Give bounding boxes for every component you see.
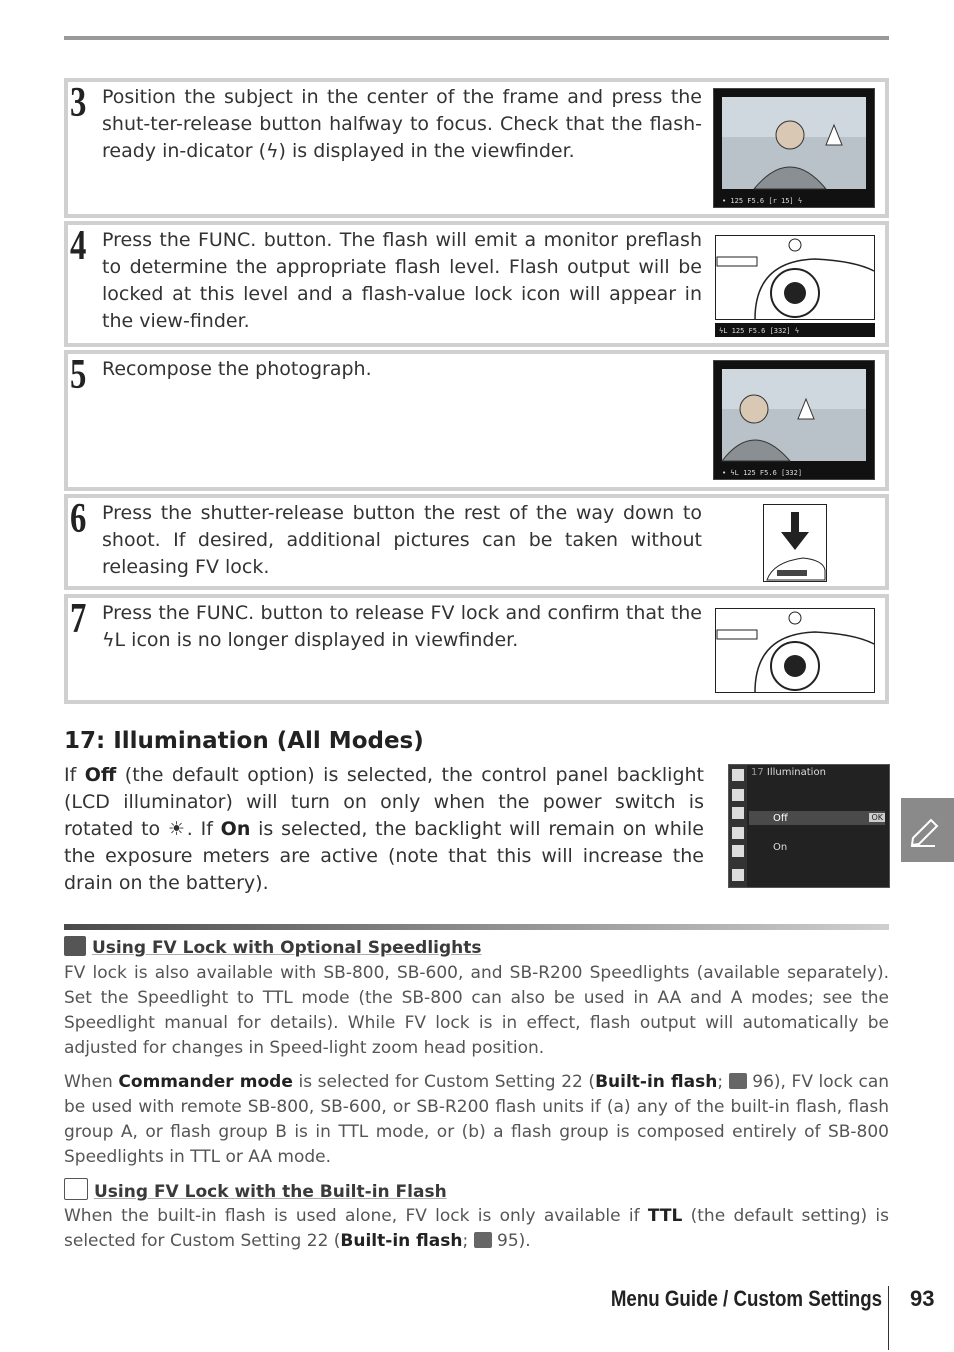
step-number: 7	[70, 596, 87, 642]
menu-option-off[interactable]: Off	[773, 813, 788, 824]
step-number: 6	[70, 496, 87, 542]
section-body: If Off (the default option) is selected, the control panel backlight (LCD illuminator) will turn on only when the power switch is rotated to ☀. If On is selected, the backlight will remain on while the exposure meters are active (note that this will increase the drain on the battery).	[64, 764, 704, 894]
step-7	[64, 594, 889, 704]
step-text: Position the subject in the center of the frame and press the shut-ter-release button halfway to focus. Check that the flash-ready in-dicator (ϟ) is displayed in the viewfinder.	[102, 86, 702, 162]
step-4	[64, 221, 889, 347]
menu-title: Illumination	[766, 767, 826, 778]
viewfinder-image	[713, 88, 875, 208]
step-number: 4	[70, 223, 87, 269]
speedlight-icon	[64, 936, 86, 956]
pencil-note-icon	[64, 1178, 88, 1200]
shutter-press-icon	[763, 504, 827, 582]
menu-ok-badge: OK	[871, 813, 883, 822]
viewfinder-readout: ϟL 125 F5.6 [332] ϟ	[719, 327, 800, 335]
custom-settings-tab[interactable]	[901, 798, 954, 862]
menu-number: 17	[751, 767, 764, 778]
step-text: Recompose the photograph.	[102, 358, 372, 380]
note-paragraph: When Commander mode is selected for Custom Setting 22 (Built-in flash; 96), FV lock can be used with remote SB-800, SB-600, or SB-R200 flash units if (a) any of the built-in flash, flash group A, or flash group B is in TTL mode, or (b) a flash group is composed entirely of SB-800 Speedlights in TTL or AA mode.	[64, 1072, 890, 1167]
footer-divider	[888, 1286, 889, 1350]
page-ref-icon	[729, 1073, 747, 1089]
note-paragraph: FV lock is also available with SB-800, SB-600, and SB-R200 Speedlights (available separately). Set the Speedlight to TTL mode (the SB-800 can also be used in AA and A modes; see the Speedlight manual for details). While FV lock is in effect, flash output will automatically be adjusted for changes in Speed-light zoom head position.	[64, 963, 889, 1058]
step-6	[64, 494, 889, 590]
viewfinder-readout: • ϟL 125 F5.6 [332]	[722, 469, 803, 477]
section-title: 17: Illumination (All Modes)	[64, 728, 424, 754]
viewfinder-readout: • 125 F5.6 [r 15] ϟ	[722, 197, 803, 205]
top-rule	[64, 36, 889, 40]
page-number: 93	[910, 1286, 935, 1311]
note-paragraph: When the built-in flash is used alone, FV lock is only available if TTL (the default setting) is selected for Custom Setting 22 (Built-in flash; 95).	[64, 1206, 889, 1251]
step-3	[64, 78, 889, 218]
footer-title: Menu Guide / Custom Settings	[610, 1286, 882, 1311]
step-number: 3	[70, 80, 87, 126]
step-number: 5	[70, 352, 87, 398]
camera-func-button-image	[715, 604, 875, 694]
menu-option-on[interactable]: On	[773, 842, 788, 853]
step-5	[64, 350, 889, 491]
page-ref-icon	[474, 1232, 492, 1248]
camera-func-button-image	[715, 231, 875, 337]
note-rule	[64, 924, 889, 930]
step-text: Press the shutter-release button the rest of the way down to shoot. If desired, additional pictures can be taken without releasing FV lock.	[102, 502, 702, 578]
step-text: Press the FUNC. button to release FV lock and confirm that the ϟL icon is no longer displayed in viewfinder.	[102, 602, 702, 651]
note-heading-builtin: Using FV Lock with the Built-in Flash	[64, 1178, 447, 1202]
illumination-menu-screenshot	[728, 764, 890, 888]
note-heading-speedlights: Using FV Lock with Optional Speedlights	[64, 936, 482, 958]
pencil-icon	[901, 798, 954, 862]
step-text: Press the FUNC. button. The flash will emit a monitor preflash to determine the appropriate flash level. Flash output will be locked at this level and a flash-value lock icon will appear in the view-finder.	[102, 229, 702, 332]
viewfinder-image	[713, 360, 875, 480]
